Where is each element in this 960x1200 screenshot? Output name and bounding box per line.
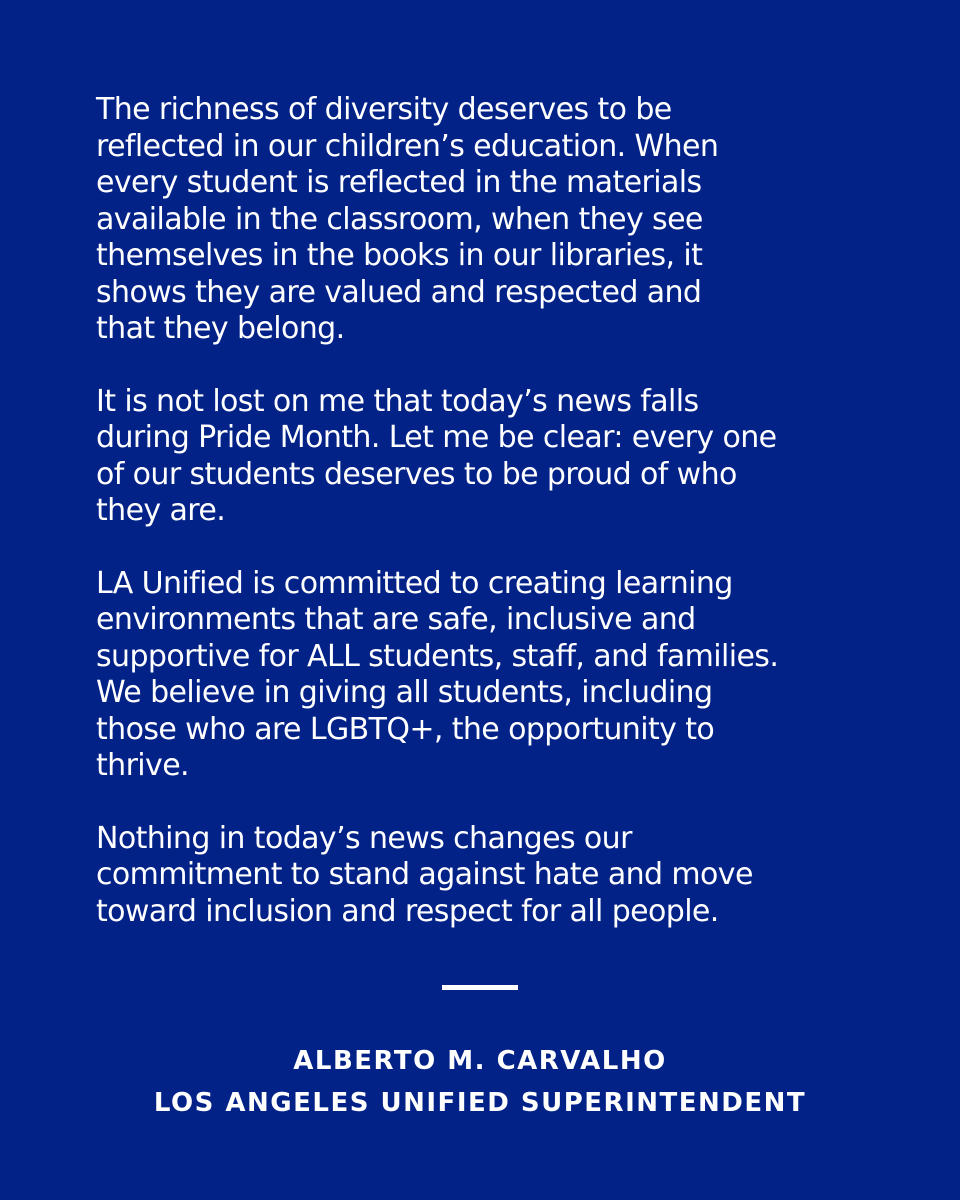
signature-name: ALBERTO M. CARVALHO xyxy=(293,1046,667,1076)
paragraph-commitment: LA Unified is committed to creating learning environments that are safe, inclusive and supportive for ALL students, staff, and families. We believe in giving all students, including those who are LGBTQ+, the opportunity to thrive. xyxy=(96,565,779,783)
signature-block xyxy=(0,1040,960,1124)
paragraph-conclusion: Nothing in today’s news changes our commitment to stand against hate and move toward inclusion and respect for all people. xyxy=(96,820,753,929)
divider-line xyxy=(442,985,518,990)
statement-body xyxy=(96,92,886,966)
paragraph-diversity: The richness of diversity deserves to be reflected in our children’s education. When every student is reflected in the materials available in the classroom, when they see themselves in the books in our libraries, it shows they are valued and respected and that they belong. xyxy=(96,92,719,346)
paragraph-pride-month: It is not lost on me that today’s news falls during Pride Month. Let me be clear: every one of our students deserves to be proud of who they are. xyxy=(96,383,777,528)
signature-title: LOS ANGELES UNIFIED SUPERINTENDENT xyxy=(153,1088,807,1118)
